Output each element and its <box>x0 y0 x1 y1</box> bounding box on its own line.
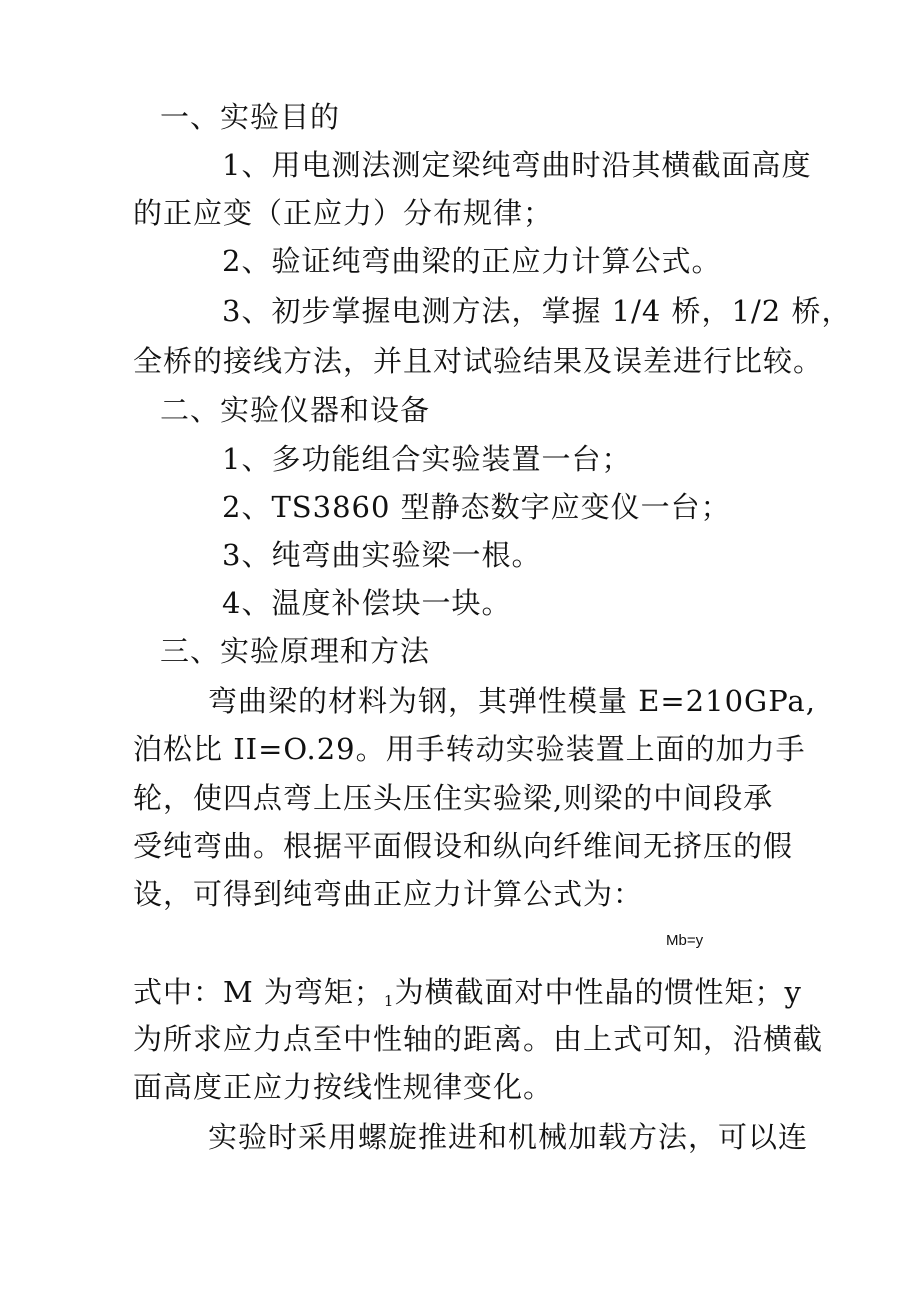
equipment-item-4: 4、温度补偿块一块。 <box>222 586 512 620</box>
formula-explanation-line-2: 为所求应力点至中性轴的距离。由上式可知，沿横截 <box>133 1022 824 1056</box>
formula-explanation-prefix: 式中：M 为弯矩； <box>133 975 384 1009</box>
equipment-item-2: 2、TS3860 型静态数字应变仪一台； <box>222 490 731 524</box>
principle-line-3: 轮，使四点弯上压头压住实验梁,则梁的中间段承 <box>133 781 774 815</box>
principle-line-2: 泊松比 II=O.29。用手转动实验装置上面的加力手 <box>133 732 806 766</box>
equipment-item-1: 1、多功能组合实验装置一台； <box>222 442 632 476</box>
formula-explanation-suffix: 为横截面对中性晶的惯性矩；y <box>394 975 802 1009</box>
loading-method-line-1: 实验时采用螺旋推进和机械加载方法，可以连 <box>208 1120 809 1154</box>
stress-formula: Mb=y <box>666 932 704 949</box>
section-1-title: 一、实验目的 <box>160 100 341 134</box>
formula-explanation-line-3: 面高度正应力按线性规律变化。 <box>133 1070 554 1104</box>
section-2-title: 二、实验仪器和设备 <box>160 393 431 427</box>
objective-3-line-1: 3、初步掌握电测方法，掌握 1/4 桥，1/2 桥， <box>222 294 852 328</box>
objective-1-line-1: 1、用电测法测定梁纯弯曲时沿其横截面高度 <box>222 148 812 182</box>
objective-3-line-2: 全桥的接线方法，并且对试验结果及误差进行比较。 <box>133 344 824 378</box>
principle-line-1: 弯曲梁的材料为钢，其弹性模量 E=210GPa, <box>208 684 816 718</box>
section-3-title: 三、实验原理和方法 <box>160 634 431 668</box>
formula-explanation-line-1 <box>133 975 802 1018</box>
principle-line-5: 设，可得到纯弯曲正应力计算公式为： <box>133 877 644 911</box>
equipment-item-3: 3、纯弯曲实验梁一根。 <box>222 538 542 572</box>
objective-1-line-2: 的正应变（正应力）分布规律； <box>133 196 554 230</box>
inertia-subscript: 1 <box>383 992 395 1010</box>
principle-line-4: 受纯弯曲。根据平面假设和纵向纤维间无挤压的假 <box>133 829 794 863</box>
objective-2: 2、验证纯弯曲梁的正应力计算公式。 <box>222 244 722 278</box>
